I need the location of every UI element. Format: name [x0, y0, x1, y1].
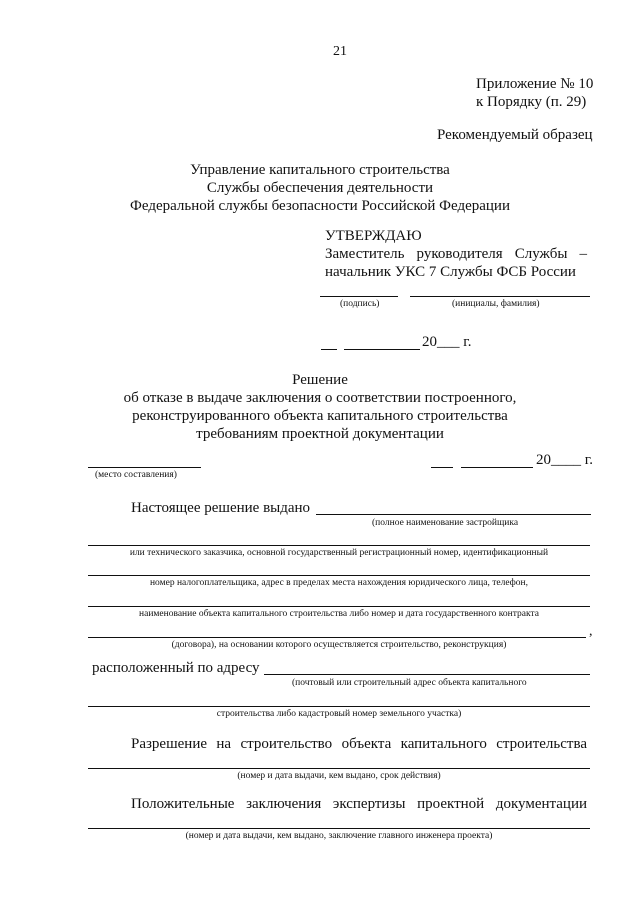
- page-number: 21: [333, 44, 347, 59]
- issued-line-1[interactable]: [316, 514, 591, 515]
- signature-line[interactable]: [320, 296, 398, 297]
- address-line-1[interactable]: [264, 674, 590, 675]
- decision-line-2: реконструированного объекта капитального строительства: [132, 408, 508, 424]
- approval-position-line-2: начальник УКС 7 Службы ФСБ России: [325, 264, 576, 280]
- address-line-2[interactable]: [88, 706, 590, 707]
- approval-month-line[interactable]: [344, 349, 420, 350]
- place-line[interactable]: [88, 467, 201, 468]
- decision-line-1: об отказе в выдаче заключения о соответствии построенного,: [123, 390, 517, 406]
- issued-caption-2: или технического заказчика, основной государственный регистрационный номер, идентификационный: [129, 548, 549, 558]
- name-line[interactable]: [410, 296, 590, 297]
- approval-position-line-1: Заместитель руководителя Службы –: [325, 246, 587, 262]
- organization-line-1: Управление капитального строительства: [190, 162, 450, 178]
- approval-date-text: 20___ г.: [422, 334, 472, 350]
- issued-caption-3: номер налогоплательщика, адрес в пределах места нахождения юридического лица, телефон,: [149, 578, 529, 588]
- expertise-caption: (номер и дата выдачи, кем выдано, заключение главного инженера проекта): [185, 831, 493, 841]
- permit-label: Разрешение на строительство объекта капитального строительства: [131, 736, 587, 752]
- issued-caption-5: (договора), на основании которого осуществляется строительство, реконструкция): [171, 640, 507, 650]
- place-day-line[interactable]: [431, 467, 453, 468]
- recommended-sample: Рекомендуемый образец: [437, 127, 593, 143]
- permit-caption: (номер и дата выдачи, кем выдано, срок действия): [237, 771, 441, 781]
- issued-line-5[interactable]: [88, 637, 586, 638]
- appendix-line-2: к Порядку (п. 29): [476, 94, 587, 110]
- address-caption-1: (почтовый или строительный адрес объекта капитального: [292, 678, 527, 688]
- place-month-line[interactable]: [461, 467, 533, 468]
- permit-line[interactable]: [88, 768, 590, 769]
- issued-caption-1: (полное наименование застройщика: [372, 518, 519, 528]
- approval-day-line[interactable]: [321, 349, 337, 350]
- address-caption-2: строительства либо кадастровый номер земельного участка): [216, 709, 462, 719]
- name-caption: (инициалы, фамилия): [452, 299, 540, 309]
- organization-line-2: Службы обеспечения деятельности: [206, 180, 434, 196]
- issued-line-3[interactable]: [88, 575, 590, 576]
- expertise-line[interactable]: [88, 828, 590, 829]
- issued-caption-4: наименование объекта капитального строительства либо номер и дата государственного контракта: [139, 609, 539, 619]
- place-caption: (место составления): [95, 470, 177, 480]
- decision-line-3: требованиям проектной документации: [196, 426, 444, 442]
- approval-heading: УТВЕРЖДАЮ: [325, 228, 422, 244]
- organization-line-3: Федеральной службы безопасности Российской Федерации: [130, 198, 510, 214]
- decision-title: Решение: [292, 372, 348, 388]
- issued-line-2[interactable]: [88, 545, 590, 546]
- issued-comma: ,: [589, 624, 593, 639]
- place-date-text: 20____ г.: [536, 452, 593, 468]
- issued-line-4[interactable]: [88, 606, 590, 607]
- appendix-line-1: Приложение № 10: [476, 76, 594, 92]
- expertise-label: Положительные заключения экспертизы проектной документации: [131, 796, 587, 812]
- signature-caption: (подпись): [340, 299, 380, 309]
- issued-label: Настоящее решение выдано: [131, 500, 311, 516]
- address-label: расположенный по адресу: [92, 660, 260, 676]
